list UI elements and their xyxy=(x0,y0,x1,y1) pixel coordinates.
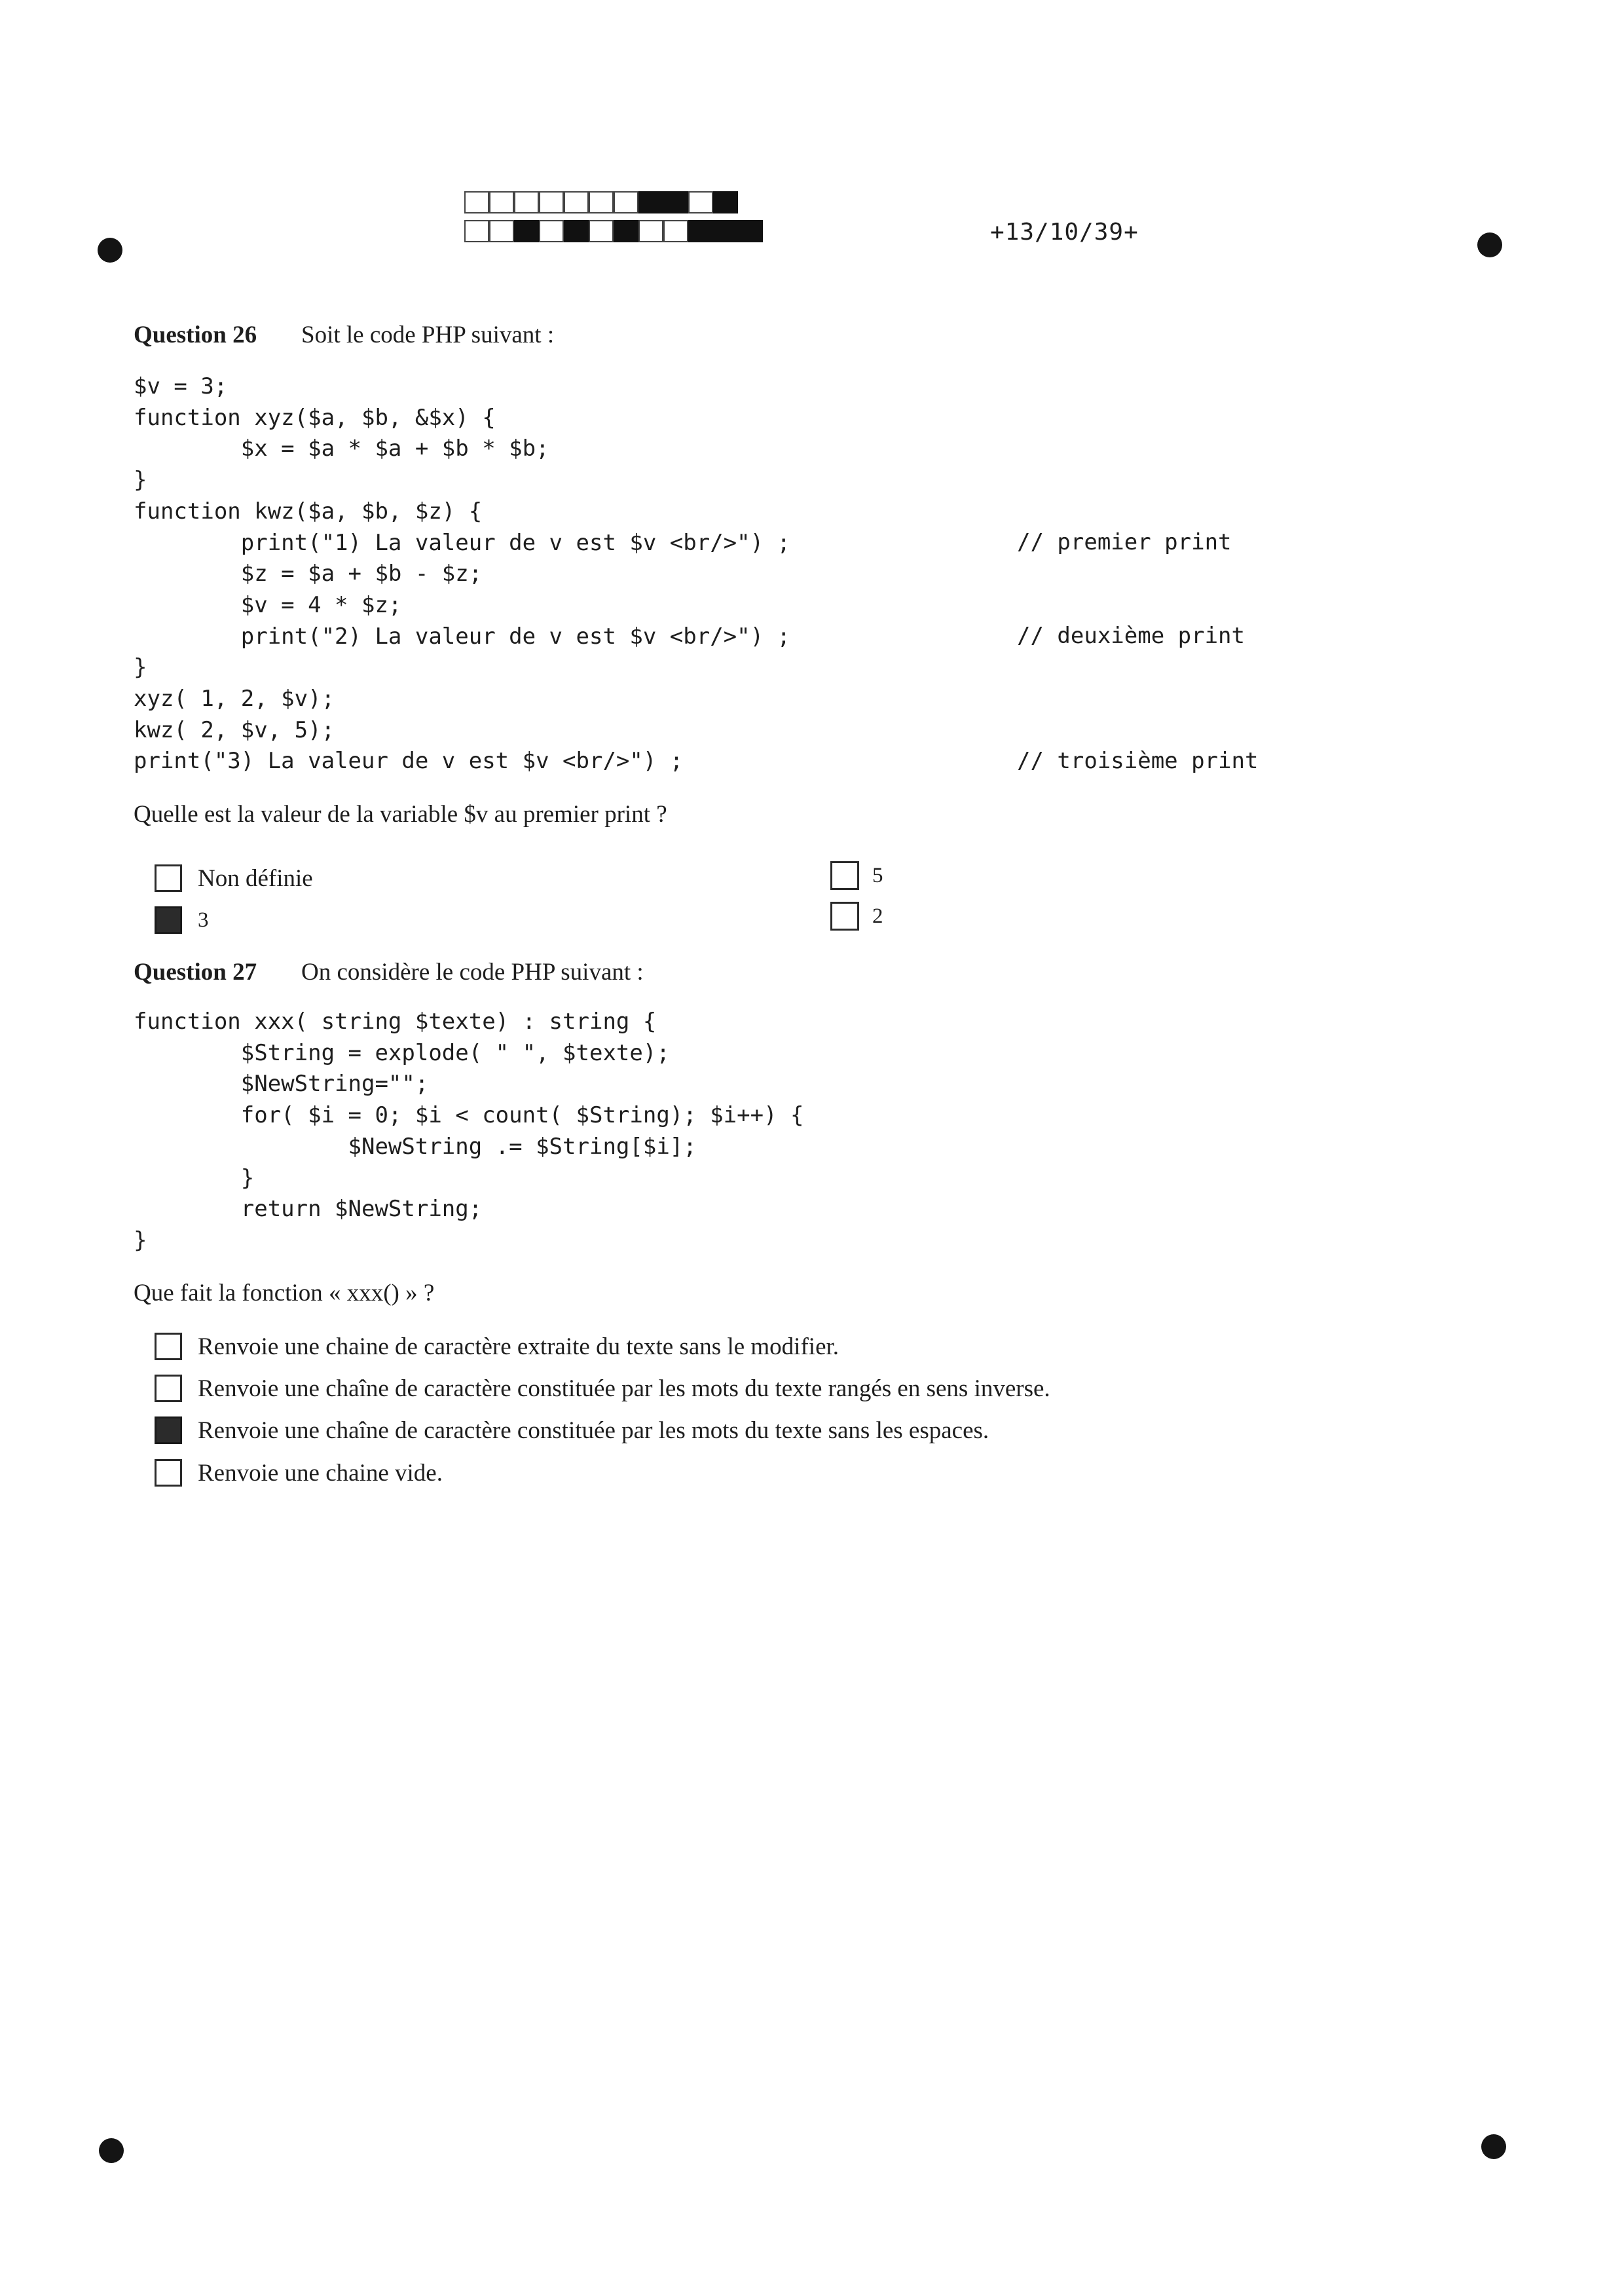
binary-code-row-2 xyxy=(464,220,763,242)
q27-code-line: return $NewString; xyxy=(134,1196,483,1223)
exam-page-id: +13/10/39+ xyxy=(990,219,1139,246)
id-code-cell xyxy=(464,191,489,213)
id-code-cell xyxy=(614,220,638,242)
q26-code-line: $v = 3; xyxy=(134,373,228,399)
id-code-cell xyxy=(539,191,564,213)
q26-code-line: function xyz($a, $b, &$x) { xyxy=(134,404,496,431)
question-27-prompt: Que fait la fonction « xxx() » ? xyxy=(134,1280,435,1306)
id-code-cell xyxy=(489,191,514,213)
answer-choice[interactable] xyxy=(155,1414,989,1447)
id-code-cell xyxy=(738,220,763,242)
php-code-block-q27 xyxy=(134,1007,804,1257)
choice-label: 2 xyxy=(872,904,883,928)
q27-code-line: function xxx( string $texte) : string { xyxy=(134,1009,657,1035)
id-code-cell xyxy=(663,220,688,242)
id-code-cell xyxy=(688,220,713,242)
answer-choice[interactable] xyxy=(830,859,883,892)
id-code-cell xyxy=(589,191,614,213)
q26-code-line: } xyxy=(134,654,147,681)
q26-code-line: } xyxy=(134,467,147,494)
choice-label: Renvoie une chaîne de caractère constituée par les mots du texte rangés en sens inverse. xyxy=(198,1375,1050,1402)
id-code-cell xyxy=(614,191,638,213)
question-27-header xyxy=(134,958,644,986)
id-code-cell xyxy=(638,220,663,242)
code-comment-deuxieme: // deuxième print xyxy=(1017,623,1245,649)
id-code-cell xyxy=(688,191,713,213)
q26-code-line: $v = 4 * $z; xyxy=(134,591,402,618)
answer-choice[interactable] xyxy=(155,1456,443,1489)
php-code-block-q26 xyxy=(134,371,790,777)
code-comment-troisieme: // troisième print xyxy=(1017,748,1259,774)
question-intro: Soit le code PHP suivant : xyxy=(301,322,555,348)
answer-choice[interactable] xyxy=(155,1372,1050,1405)
id-code-cell xyxy=(464,220,489,242)
answer-choice[interactable] xyxy=(155,862,313,895)
question-number: Question 26 xyxy=(134,322,257,348)
q26-code-line: kwz( 2, $v, 5); xyxy=(134,716,335,743)
id-code-cell xyxy=(663,191,688,213)
id-code-cell xyxy=(489,220,514,242)
q27-code-line: $NewString .= $String[$i]; xyxy=(134,1133,697,1160)
choice-label: Renvoie une chaîne de caractère constituée par les mots du texte sans les espaces. xyxy=(198,1416,989,1444)
checkbox[interactable] xyxy=(155,1333,182,1360)
answer-choice[interactable] xyxy=(830,900,883,933)
question-intro: On considère le code PHP suivant : xyxy=(301,959,644,986)
id-code-cell xyxy=(713,191,738,213)
checkbox[interactable] xyxy=(830,861,859,890)
choice-label: Renvoie une chaine de caractère extraite du texte sans le modifier. xyxy=(198,1333,840,1360)
id-code-cell xyxy=(564,220,589,242)
choice-label: 5 xyxy=(872,863,883,887)
choice-label: Renvoie une chaine vide. xyxy=(198,1459,443,1487)
code-comment-premier: // premier print xyxy=(1017,529,1232,555)
q26-code-line: print("3) La valeur de v est $v <br/>") ; xyxy=(134,748,684,775)
q27-code-line: $String = explode( " ", $texte); xyxy=(134,1039,670,1066)
registration-mark-bottom-left xyxy=(99,2138,124,2163)
q27-code-line: for( $i = 0; $i < count( $String); $i++) { xyxy=(134,1102,804,1129)
checkbox[interactable] xyxy=(155,906,182,934)
q27-code-line: $NewString=""; xyxy=(134,1071,429,1098)
id-code-cell xyxy=(564,191,589,213)
q26-code-line: $x = $a * $a + $b * $b; xyxy=(134,435,549,462)
q26-code-line: print("2) La valeur de v est $v <br/>") ; xyxy=(134,623,791,650)
choice-label: 3 xyxy=(198,908,209,932)
registration-mark-top-right xyxy=(1477,232,1502,257)
q26-code-line: function kwz($a, $b, $z) { xyxy=(134,498,483,525)
question-26-header xyxy=(134,321,554,349)
binary-code-row-1 xyxy=(464,191,738,213)
checkbox[interactable] xyxy=(155,1375,182,1402)
q27-code-line: } xyxy=(134,1227,147,1253)
checkbox[interactable] xyxy=(155,864,182,892)
answer-choice[interactable] xyxy=(155,904,209,936)
checkbox[interactable] xyxy=(830,902,859,931)
question-number: Question 27 xyxy=(134,959,257,986)
id-code-cell xyxy=(514,220,539,242)
choice-label: Non définie xyxy=(198,864,313,892)
q27-code-line: } xyxy=(134,1164,255,1191)
checkbox[interactable] xyxy=(155,1416,182,1444)
q26-code-line: $z = $a + $b - $z; xyxy=(134,561,483,587)
id-code-cell xyxy=(514,191,539,213)
id-code-cell xyxy=(713,220,738,242)
question-26-prompt: Quelle est la valeur de la variable $v au premier print ? xyxy=(134,801,667,828)
registration-mark-top-left xyxy=(98,238,122,263)
id-code-cell xyxy=(589,220,614,242)
answer-choice[interactable] xyxy=(155,1330,839,1363)
checkbox[interactable] xyxy=(155,1459,182,1487)
id-code-cell xyxy=(638,191,663,213)
id-code-cell xyxy=(539,220,564,242)
registration-mark-bottom-right xyxy=(1481,2134,1506,2159)
q26-code-line: print("1) La valeur de v est $v <br/>") ; xyxy=(134,529,791,556)
q26-code-line: xyz( 1, 2, $v); xyxy=(134,686,335,713)
